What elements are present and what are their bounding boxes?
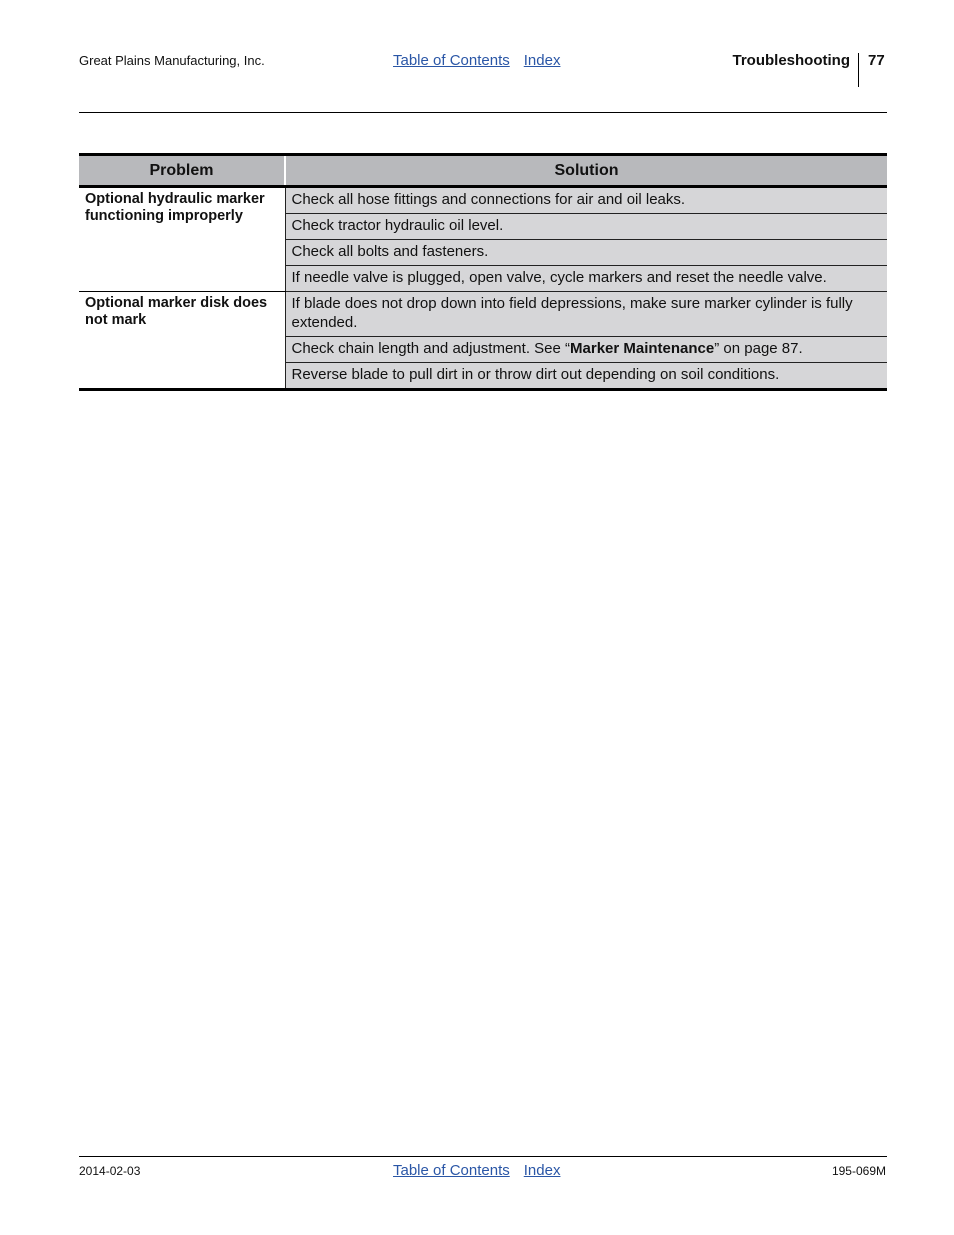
solution-cell: If needle valve is plugged, open valve, cycle markers and reset the needle valve. — [285, 266, 887, 292]
solution-cell: Check all bolts and fasteners. — [285, 240, 887, 266]
footer-index-link[interactable]: Index — [523, 1162, 561, 1179]
footer-toc-link[interactable]: Table of Contents — [393, 1162, 510, 1179]
solution-cell: Reverse blade to pull dirt in or throw dirt out depending on soil conditions. — [285, 363, 887, 390]
solution-cell: Check all hose fittings and connections for air and oil leaks. — [285, 187, 887, 214]
header-divider — [858, 53, 859, 87]
table-header-row — [79, 155, 887, 187]
footer-date: 2014-02-03 — [79, 1164, 141, 1178]
footer-rule — [79, 1156, 887, 1157]
toc-link[interactable]: Table of Contents — [393, 52, 510, 69]
problem-column-header: Problem — [79, 155, 285, 187]
solution-text-before: Check chain length and adjustment. See “ — [291, 340, 571, 357]
table-row — [79, 187, 887, 214]
solution-cell — [285, 337, 887, 363]
page-number: 77 — [868, 52, 885, 69]
table-row — [79, 292, 887, 337]
problem-cell: Optional marker disk does not mark — [79, 292, 285, 390]
footer-nav — [393, 1162, 560, 1179]
header-nav — [393, 52, 560, 69]
problem-cell: Optional hydraulic marker functioning improperly — [79, 187, 285, 292]
solution-text-after: ” on page 87. — [714, 340, 803, 357]
marker-maintenance-link[interactable]: Marker Maintenance — [570, 340, 715, 357]
document-number: 195-069M — [831, 1164, 886, 1178]
index-link[interactable]: Index — [523, 52, 561, 69]
solution-cell: If blade does not drop down into field depressions, make sure marker cylinder is fully extended. — [285, 292, 887, 337]
company-name: Great Plains Manufacturing, Inc. — [79, 53, 265, 68]
solution-column-header: Solution — [285, 155, 887, 187]
header-rule — [79, 112, 887, 113]
section-title: Troubleshooting — [732, 52, 850, 69]
troubleshooting-table — [79, 153, 887, 391]
solution-cell: Check tractor hydraulic oil level. — [285, 214, 887, 240]
